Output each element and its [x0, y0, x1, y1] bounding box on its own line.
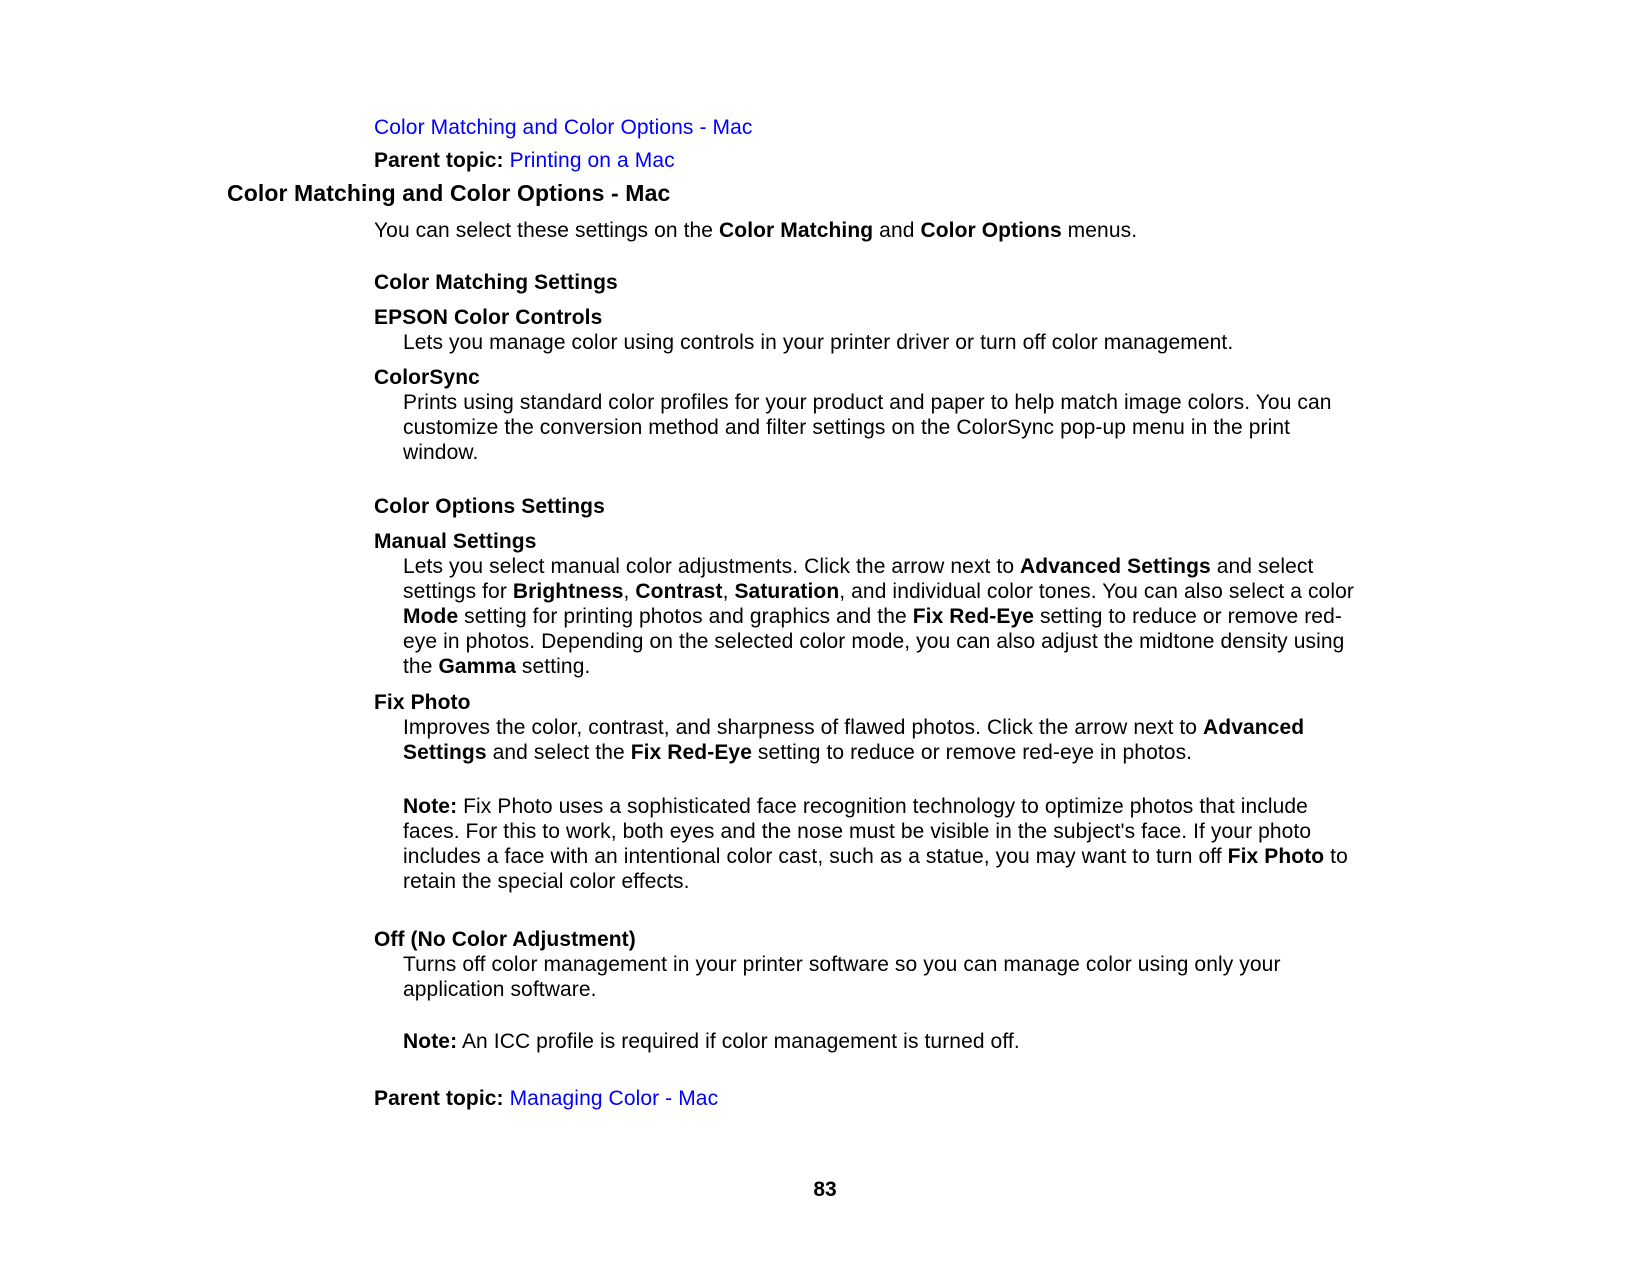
definition-manual-settings-line-4 — [403, 629, 1344, 654]
text-run: includes a face with an intentional color cast, such as a statue, you may want to turn off — [403, 845, 1228, 868]
text-run: retain the special color effects. — [403, 870, 690, 893]
bold-text-run: Fix Red-Eye — [630, 741, 752, 764]
text-run: and select — [1210, 555, 1314, 578]
bold-text-run: Fix Photo — [1227, 845, 1325, 868]
text-run: and select the — [486, 741, 631, 764]
text-run: Turns off color management in your printer software so you can manage color using only your — [403, 953, 1281, 976]
bold-text-run: Brightness — [512, 580, 624, 603]
definition-epson-color-controls — [403, 330, 1233, 355]
definition-fix-photo-line-2 — [403, 740, 1192, 765]
text-run: Fix Photo uses a sophisticated face recognition technology to optimize photos that include — [457, 795, 1308, 818]
bold-text-run: Color Matching Settings — [374, 271, 618, 294]
definition-fix-photo-line-1 — [403, 715, 1304, 740]
text-run: setting to reduce or remove red-eye in photos. — [752, 741, 1193, 764]
see-also-topic-link — [374, 115, 752, 140]
definition-colorsync-line-2 — [403, 415, 1290, 440]
bold-text-run: EPSON Color Controls — [374, 306, 603, 329]
bold-text-run: Advanced — [1203, 716, 1305, 739]
bold-text-run: Parent topic: — [374, 149, 510, 172]
bold-text-run: Gamma — [438, 655, 516, 678]
definition-manual-settings-line-2 — [403, 579, 1354, 604]
term-epson-color-controls — [374, 305, 602, 330]
bold-text-run: Mode — [403, 605, 459, 628]
text-run: faces. For this to work, both eyes and the nose must be visible in the subject's face. If your photo — [403, 820, 1312, 843]
term-fix-photo — [374, 690, 471, 715]
text-run: customize the conversion method and filter settings on the ColorSync pop-up menu in the print — [403, 416, 1291, 439]
text-run: Improves the color, contrast, and sharpness of flawed photos. Click the arrow next to — [403, 716, 1203, 739]
text-run: and — [873, 219, 921, 242]
note-icc-profile — [403, 1029, 1020, 1054]
bold-text-run: Color Options — [920, 219, 1062, 242]
text-run: An ICC profile is required if color management is turned off. — [457, 1030, 1020, 1053]
bold-text-run: Note: — [403, 1030, 458, 1053]
definition-manual-settings-line-5 — [403, 654, 590, 679]
bold-text-run: Color Options Settings — [374, 495, 605, 518]
text-run: the — [403, 655, 439, 678]
text-run: Color Matching and Color Options - Mac — [227, 180, 671, 206]
text-run: window. — [403, 441, 479, 464]
term-colorsync — [374, 365, 480, 390]
definition-off-line-1 — [403, 952, 1281, 977]
text-run: , — [722, 580, 735, 603]
bold-text-run: Manual Settings — [374, 530, 537, 553]
text-run: Lets you manage color using controls in your printer driver or turn off color management. — [403, 331, 1234, 354]
text-run: settings for — [403, 580, 513, 603]
hyperlink[interactable]: Managing Color - Mac — [509, 1087, 719, 1110]
text-run: setting. — [515, 655, 591, 678]
definition-off-line-2 — [403, 977, 597, 1002]
text-run: menus. — [1061, 219, 1138, 242]
bold-text-run: Parent topic: — [374, 1087, 510, 1110]
text-run: Prints using standard color profiles for your product and paper to help match image colors. You can — [403, 391, 1332, 414]
definition-colorsync-line-3 — [403, 440, 478, 465]
text-run: Lets you select manual color adjustments. Click the arrow next to — [403, 555, 1021, 578]
definition-manual-settings-line-3 — [403, 604, 1342, 629]
hyperlink[interactable]: Color Matching and Color Options - Mac — [374, 116, 753, 139]
definition-colorsync-line-1 — [403, 390, 1332, 415]
bold-text-run: Color Matching — [719, 219, 874, 242]
bold-text-run: Advanced Settings — [1020, 555, 1211, 578]
bold-text-run: Fix Red-Eye — [912, 605, 1035, 628]
section-heading — [227, 181, 670, 206]
parent-topic-line — [374, 148, 675, 173]
hyperlink[interactable]: Printing on a Mac — [509, 149, 675, 172]
text-run: to — [1324, 845, 1348, 868]
note-fix-photo-line-2 — [403, 819, 1311, 844]
definition-manual-settings-line-1 — [403, 554, 1313, 579]
text-run: , — [623, 580, 636, 603]
text-run: setting to reduce or remove red- — [1034, 605, 1342, 628]
bold-text-run: Settings — [403, 741, 487, 764]
bold-text-run: Fix Photo — [374, 691, 471, 714]
note-fix-photo-line-1 — [403, 794, 1308, 819]
text-run: setting for printing photos and graphics and the — [458, 605, 913, 628]
term-off-no-color-adjustment — [374, 927, 636, 952]
subsection-title-color-matching-settings — [374, 270, 618, 295]
term-manual-settings — [374, 529, 537, 554]
subsection-title-color-options-settings — [374, 494, 605, 519]
note-fix-photo-line-3 — [403, 844, 1348, 869]
bold-text-run: Off (No Color Adjustment) — [374, 928, 636, 951]
text-run: eye in photos. Depending on the selected color mode, you can also adjust the midtone density using — [403, 630, 1345, 653]
text-run: application software. — [403, 978, 597, 1001]
intro-paragraph — [374, 218, 1137, 243]
bold-text-run: Saturation — [734, 580, 840, 603]
bold-text-run: ColorSync — [374, 366, 480, 389]
note-fix-photo-line-4 — [403, 869, 690, 894]
text-run: You can select these settings on the — [374, 219, 719, 242]
bold-text-run: Contrast — [635, 580, 723, 603]
parent-topic-line-bottom — [374, 1086, 718, 1111]
text-run: , and individual color tones. You can also select a color — [839, 580, 1354, 603]
bold-text-run: Note: — [403, 795, 458, 818]
page-number: 83 — [813, 1178, 837, 1201]
